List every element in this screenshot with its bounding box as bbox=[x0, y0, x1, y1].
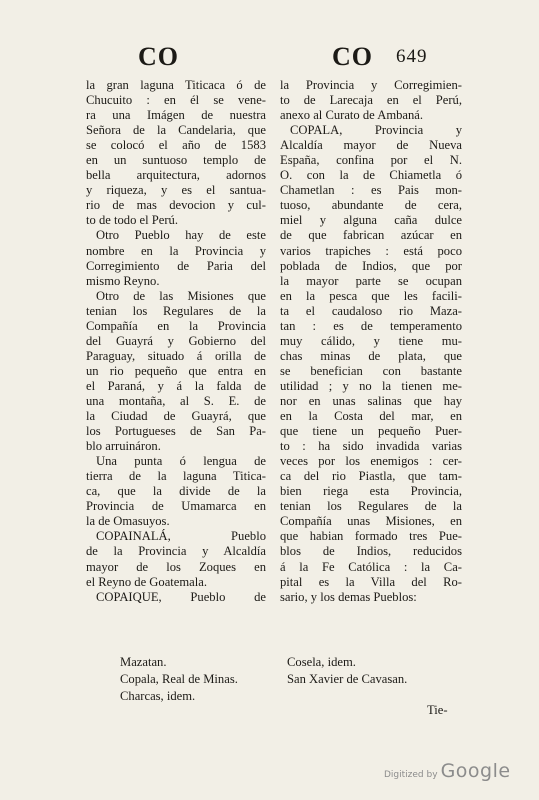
left-column bbox=[86, 78, 266, 605]
text-line: Alcaldía mayor de Nueva bbox=[280, 138, 462, 153]
text-line: y riqueza, y es el santua- bbox=[86, 183, 266, 198]
text-line: el Paraná, y á la falda de bbox=[86, 378, 266, 393]
right-column bbox=[280, 78, 462, 605]
text-line: blos de Indios, reducidos bbox=[280, 544, 462, 559]
place-name: Charcas, idem. bbox=[120, 689, 196, 703]
text-line: ta el caudaloso rio Maza- bbox=[280, 303, 462, 318]
text-line: España, confina por el N. bbox=[280, 153, 462, 168]
place-name: Cosela, idem. bbox=[287, 655, 356, 669]
watermark-prefix: Digitized by bbox=[384, 770, 438, 780]
text-line: tan : es de temperamento bbox=[280, 318, 462, 333]
text-line: anexo al Curato de Ambaná. bbox=[280, 108, 424, 123]
text-line: bella arquitectura, adornos bbox=[86, 168, 266, 183]
text-line: tuoso, abundante de cera, bbox=[280, 198, 462, 213]
text-line: COPAINALÁ, Pueblo bbox=[96, 529, 266, 544]
text-line: bien riega esta Provincia, bbox=[280, 484, 462, 499]
text-line: se benefician con bastante bbox=[280, 363, 462, 378]
text-line: miel y alguna caña dulce bbox=[280, 213, 462, 228]
text-line: rio de mas devocion y cul- bbox=[86, 198, 266, 213]
text-line: Una punta ó lengua de bbox=[96, 454, 266, 469]
text-line: la mayor parte se ocupan bbox=[280, 273, 462, 288]
text-line: ca del rio Piastla, que tam- bbox=[280, 469, 462, 484]
text-line: blo arruináron. bbox=[86, 439, 161, 454]
text-line: que habian formado tres Pue- bbox=[280, 529, 462, 544]
text-line: veces por los enemigos : cer- bbox=[280, 454, 462, 469]
text-line: en un suntuoso templo de bbox=[86, 153, 266, 168]
text-line: la Provincia y Corregimien- bbox=[280, 78, 462, 92]
place-list-right bbox=[287, 654, 407, 688]
text-line: COPAIQUE, Pueblo de bbox=[96, 589, 266, 604]
page-number: 649 bbox=[396, 46, 428, 67]
text-line: la gran laguna Titicaca ó de bbox=[86, 78, 266, 92]
text-line: en la pesca que les facili- bbox=[280, 288, 462, 303]
text-line: nor en unas salinas que hay bbox=[280, 393, 462, 408]
text-line: un rio pequeño que entra en bbox=[86, 363, 266, 378]
place-name: Copala, Real de Minas. bbox=[120, 672, 238, 686]
text-line: en la Costa del mar, en bbox=[280, 409, 462, 424]
text-line: to de Larecaja en el Perú, bbox=[280, 93, 462, 108]
text-line: el Reyno de Goatemala. bbox=[86, 574, 207, 589]
text-line: del Guayrá y Gobierno del bbox=[86, 333, 266, 348]
running-head-right: CO bbox=[332, 42, 373, 71]
place-name: San Xavier de Cavasan. bbox=[287, 672, 408, 686]
text-line: poblada de Indios, que por bbox=[280, 258, 462, 273]
text-line: una montaña, al S. E. de bbox=[86, 393, 266, 408]
text-line: pital es la Villa del Ro- bbox=[280, 574, 462, 589]
text-line: sario, y los demas Pueblos: bbox=[280, 589, 417, 604]
text-line: Chucuito : en él se vene- bbox=[86, 93, 266, 108]
text-line: Paraguay, situado á orilla de bbox=[86, 348, 266, 363]
text-line: los Portugueses de San Pa- bbox=[86, 424, 266, 439]
text-line: chas minas de plata, que bbox=[280, 348, 462, 363]
text-line: que tiene un pequeño Puer- bbox=[280, 424, 462, 439]
text-line: ra una Imágen de nuestra bbox=[86, 108, 266, 123]
text-line: Chametlan : es Pais mon- bbox=[280, 183, 462, 198]
text-line: O. con la de Chiametla ó bbox=[280, 168, 462, 183]
text-line: COPALA, Provincia y bbox=[290, 123, 462, 138]
text-line: á la Fe Católica : la Ca- bbox=[280, 559, 462, 574]
text-line: tenian los Regulares de la bbox=[280, 499, 462, 514]
text-line: Compañía unas Misiones, en bbox=[280, 514, 462, 529]
text-line: muy cálido, y tiene mu- bbox=[280, 333, 462, 348]
google-logo: Google bbox=[440, 760, 511, 782]
text-line: de la Provincia y Alcaldía bbox=[86, 544, 266, 559]
text-line: tenian los Regulares de la bbox=[86, 303, 266, 318]
text-line: Compañía en la Provincia bbox=[86, 318, 266, 333]
text-line: Provincia de Umamarca en bbox=[86, 499, 266, 514]
text-line: la Ciudad de Guayrá, que bbox=[86, 409, 266, 424]
text-line: la de Omasuyos. bbox=[86, 514, 170, 529]
text-line: utilidad ; y no la tienen me- bbox=[280, 378, 462, 393]
place-list-left bbox=[120, 654, 238, 705]
text-line: se colocó el año de 1583 bbox=[86, 138, 266, 153]
text-line: mismo Reyno. bbox=[86, 273, 160, 288]
text-line: mayor de los Zoques en bbox=[86, 559, 266, 574]
text-line: nombre en la Provincia y bbox=[86, 243, 266, 258]
text-line: ca, que la divide de la bbox=[86, 484, 266, 499]
running-head-left: CO bbox=[138, 42, 179, 71]
digitized-watermark bbox=[384, 760, 511, 782]
catchword: Tie- bbox=[427, 703, 448, 717]
text-line: Señora de la Candelaria, que bbox=[86, 123, 266, 138]
text-line: Corregimiento de Paria del bbox=[86, 258, 266, 273]
text-line: to : ha sido invadida varias bbox=[280, 439, 462, 454]
text-line: Otro de las Misiones que bbox=[96, 288, 266, 303]
text-line: to de todo el Perú. bbox=[86, 213, 178, 228]
text-line: de que fabrican azúcar en bbox=[280, 228, 462, 243]
text-line: tierra de la laguna Titica- bbox=[86, 469, 266, 484]
text-line: varios trapiches : está poco bbox=[280, 243, 462, 258]
text-line: Otro Pueblo hay de este bbox=[96, 228, 266, 243]
place-name: Mazatan. bbox=[120, 655, 167, 669]
